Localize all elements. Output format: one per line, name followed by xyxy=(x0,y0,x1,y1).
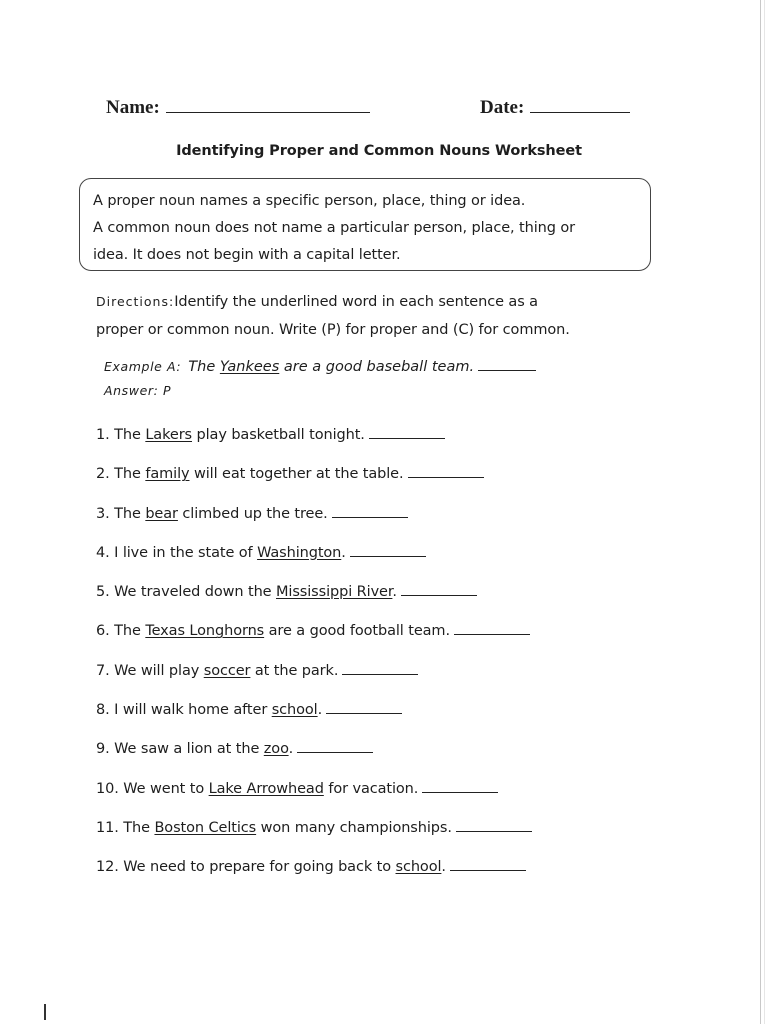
sentence-text: 3. The xyxy=(96,505,146,522)
underlined-noun: Texas Longhorns xyxy=(145,623,265,640)
underlined-noun: soccer xyxy=(203,662,251,679)
footer-mark xyxy=(44,1004,46,1020)
date-label: Date: xyxy=(480,97,525,118)
sentence-item xyxy=(96,736,696,775)
answer-blank xyxy=(401,581,477,596)
sentence-text: . xyxy=(288,741,294,758)
underlined-noun: zoo xyxy=(263,741,289,758)
sentence-item xyxy=(96,697,696,736)
answer-blank xyxy=(342,660,418,675)
answer-blank xyxy=(456,817,532,832)
date-field xyxy=(480,94,630,119)
sentence-text: 4. I live in the state of xyxy=(96,544,258,561)
underlined-noun: Lake Arrowhead xyxy=(208,780,324,797)
underlined-noun: Washington xyxy=(257,544,342,561)
underlined-noun: Lakers xyxy=(145,427,193,443)
page-edge xyxy=(760,0,761,1024)
sentence-text: 12. We need to prepare for going back to xyxy=(96,859,396,876)
sentence-item xyxy=(96,501,696,540)
directions-text-1: Identify the underlined word in each sentence as a xyxy=(174,294,538,310)
sentence-item xyxy=(96,815,696,854)
sentence-list xyxy=(96,422,696,894)
underlined-noun: school xyxy=(395,859,442,876)
example-noun: Yankees xyxy=(219,359,280,375)
directions-label: Directions: xyxy=(96,294,175,309)
sentence-item xyxy=(96,658,696,697)
sentence-item xyxy=(96,854,696,893)
example-a xyxy=(104,356,664,375)
header-row xyxy=(106,94,638,124)
sentence-text: play basketball tonight. xyxy=(192,427,365,443)
underlined-noun: Mississippi River xyxy=(276,584,393,601)
sentence-text: 1. The xyxy=(96,427,146,443)
sentence-text: . xyxy=(317,702,323,719)
answer-blank xyxy=(297,738,373,753)
sentence-text: . xyxy=(441,859,446,876)
sentence-item xyxy=(96,618,696,657)
answer-blank xyxy=(369,424,445,439)
page-edge-shadow xyxy=(764,0,765,1024)
answer-blank xyxy=(326,699,402,714)
definition-line: A proper noun names a specific person, place, thing or idea. xyxy=(93,193,526,209)
answer-blank xyxy=(422,778,498,793)
directions-line-1 xyxy=(96,288,716,316)
sentence-item xyxy=(96,422,696,461)
underlined-noun: family xyxy=(145,466,190,483)
underlined-noun: school xyxy=(271,702,318,719)
example-after: are a good baseball team. xyxy=(283,359,475,375)
sentence-item xyxy=(96,540,696,579)
definition-box xyxy=(79,178,651,271)
sentence-text: 2. The xyxy=(96,466,146,483)
answer-blank xyxy=(478,356,536,371)
example-label: Example A: xyxy=(104,359,182,374)
example-answer: Answer: P xyxy=(104,383,172,398)
definition-line: A common noun does not name a particular person, place, thing or xyxy=(93,220,575,236)
sentence-text: . xyxy=(392,584,397,601)
directions-text-2: proper or common noun. Write (P) for proper and (C) for common. xyxy=(96,322,570,338)
sentence-item xyxy=(96,461,696,500)
sentence-text: 11. The xyxy=(96,819,155,836)
answer-blank xyxy=(408,463,484,478)
sentence-text: are a good football team. xyxy=(264,623,450,640)
sentence-text: climbed up the tree. xyxy=(177,505,328,522)
definition-line: idea. It does not begin with a capital letter. xyxy=(93,247,401,263)
answer-blank xyxy=(350,542,426,557)
sentence-text: at the park. xyxy=(250,662,339,679)
date-blank-line xyxy=(530,94,630,113)
sentence-text: will eat together at the table. xyxy=(189,466,404,483)
sentence-text: . xyxy=(341,544,346,561)
worksheet-title: Identifying Proper and Common Nouns Worksheet xyxy=(176,143,582,159)
sentence-text: 7. We will play xyxy=(96,662,204,679)
sentence-text: 10. We went to xyxy=(96,780,209,797)
sentence-text: 9. We saw a lion at the xyxy=(96,741,264,758)
underlined-noun: bear xyxy=(145,505,178,522)
sentence-item xyxy=(96,579,696,618)
name-blank-line xyxy=(166,94,370,113)
sentence-text: 5. We traveled down the xyxy=(96,584,276,601)
example-before: The xyxy=(188,359,216,375)
name-label: Name: xyxy=(106,97,160,118)
answer-blank xyxy=(332,503,408,518)
directions xyxy=(96,288,716,344)
sentence-text: won many championships. xyxy=(256,819,452,836)
sentence-text: 6. The xyxy=(96,623,146,640)
example-sentence xyxy=(188,359,536,375)
answer-blank xyxy=(450,856,526,871)
sentence-item xyxy=(96,776,696,815)
sentence-text: 8. I will walk home after xyxy=(96,702,272,719)
underlined-noun: Boston Celtics xyxy=(154,819,257,836)
sentence-text: for vacation. xyxy=(323,780,419,797)
answer-blank xyxy=(454,620,530,635)
name-field xyxy=(106,94,370,119)
